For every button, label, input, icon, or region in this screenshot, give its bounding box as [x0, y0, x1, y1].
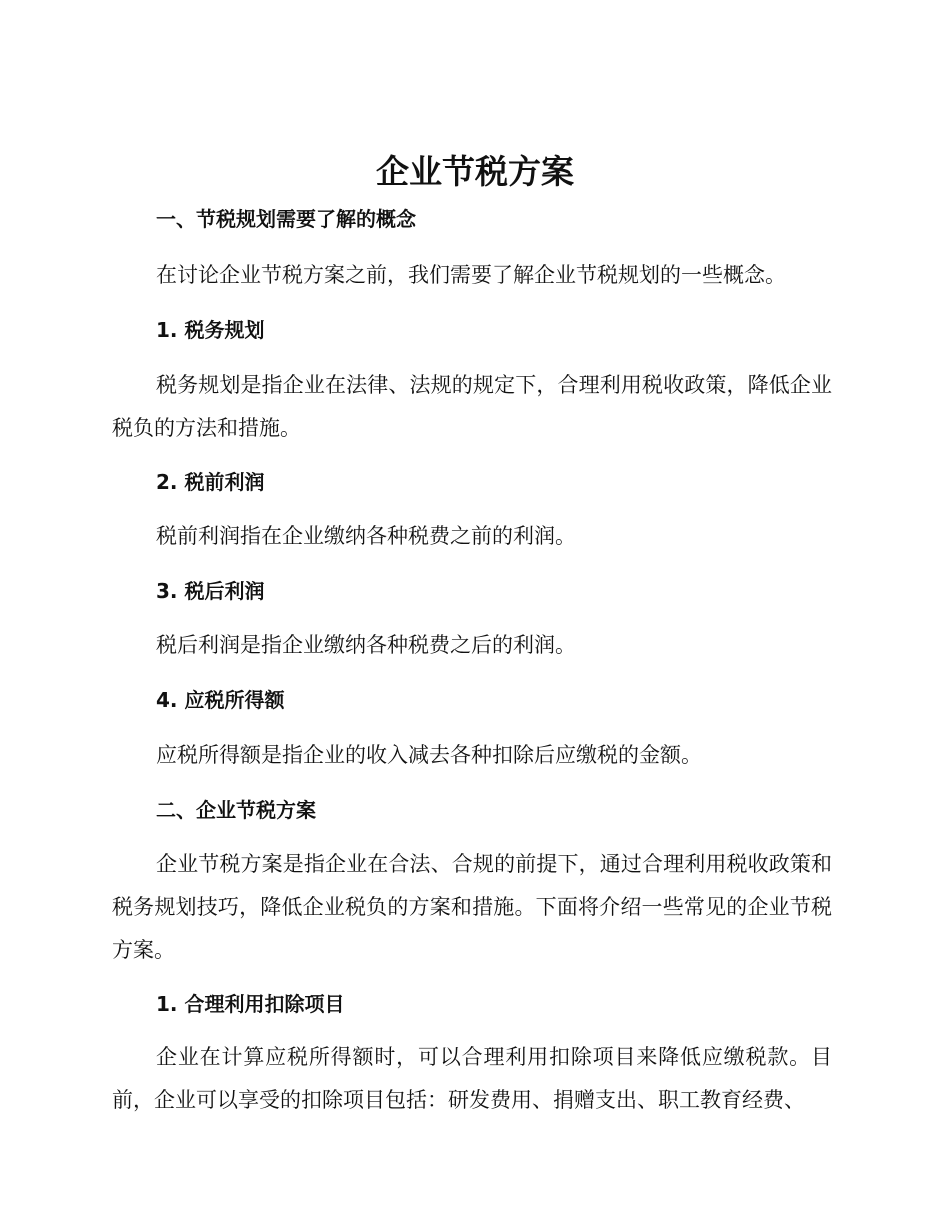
subheading-aftertax-profit: 3. 税后利润: [156, 579, 265, 603]
section-intro-concepts: 在讨论企业节税方案之前，我们需要了解企业节税规划的一些概念。: [156, 263, 786, 287]
section-heading-concepts: 一、节税规划需要了解的概念: [156, 207, 416, 231]
section-heading-saving-plan: 二、企业节税方案: [156, 798, 316, 822]
document-title: 企业节税方案: [376, 152, 574, 191]
paragraph-tax-planning: 税务规划是指企业在法律、法规的规定下，合理利用税收政策，降低企业税负的方法和措施。: [112, 373, 832, 440]
subheading-deductions: 1. 合理利用扣除项目: [156, 992, 345, 1016]
paragraph-pretax-profit: 税前利润指在企业缴纳各种税费之前的利润。: [156, 524, 576, 548]
subheading-taxable-income: 4. 应税所得额: [156, 688, 285, 712]
subheading-pretax-profit: 2. 税前利润: [156, 470, 265, 494]
paragraph-deductions: 企业在计算应税所得额时，可以合理利用扣除项目来降低应缴税款。目前，企业可以享受的扣除项目包括：研发费用、捐赠支出、职工教育经费、: [112, 1045, 832, 1112]
paragraph-aftertax-profit: 税后利润是指企业缴纳各种税费之后的利润。: [156, 633, 576, 657]
paragraph-taxable-income: 应税所得额是指企业的收入减去各种扣除后应缴税的金额。: [156, 743, 702, 767]
subheading-tax-planning: 1. 税务规划: [156, 318, 265, 342]
section-intro-saving-plan: 企业节税方案是指企业在合法、合规的前提下，通过合理利用税收政策和税务规划技巧，降低企业税负的方案和措施。下面将介绍一些常见的企业节税方案。: [112, 852, 832, 962]
